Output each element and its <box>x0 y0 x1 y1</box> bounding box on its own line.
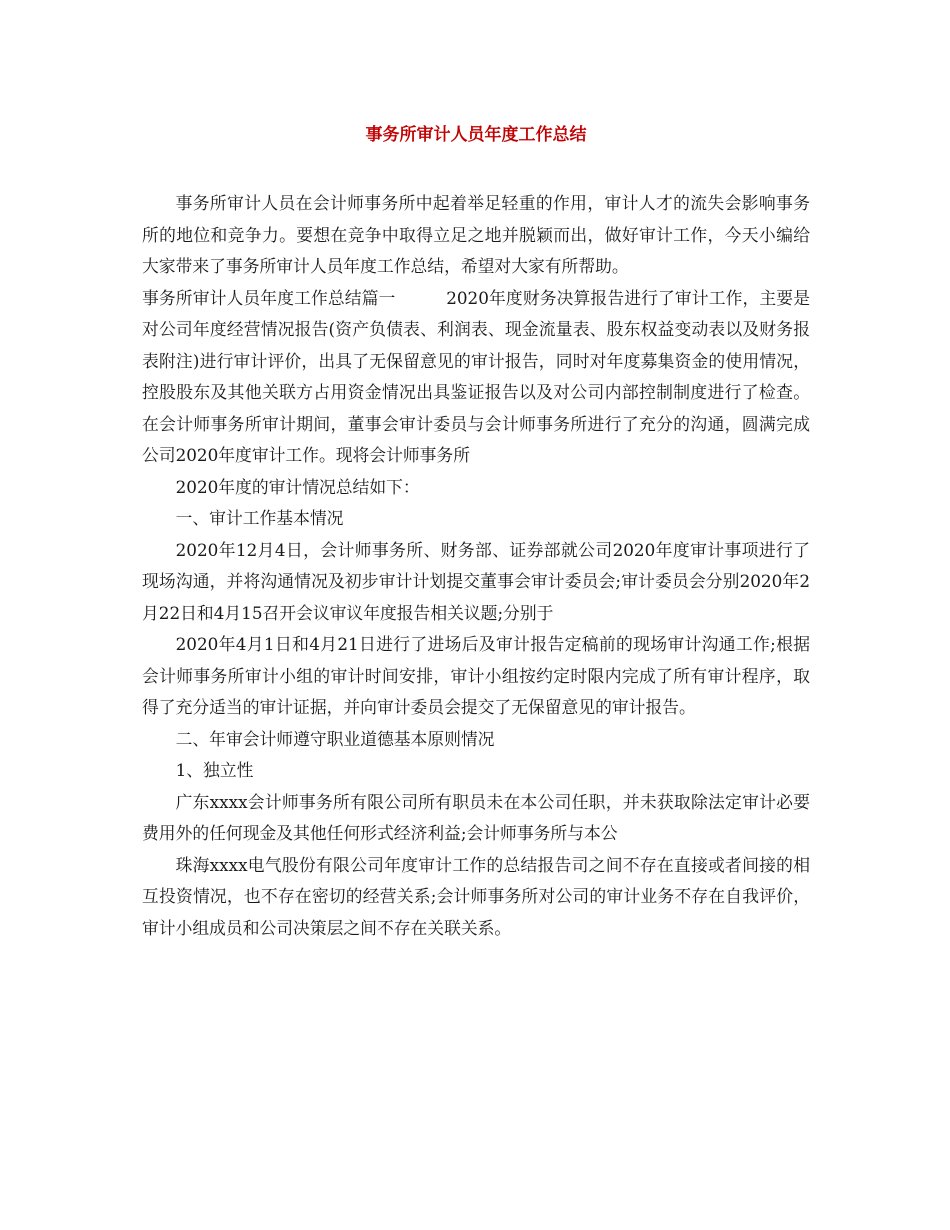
subheading-independence: 1、独立性 <box>175 760 254 780</box>
document-body <box>142 188 810 944</box>
relationship-paragraph: 珠海xxxx电气股份有限公司年度审计工作的总结报告司之间不存在直接或者间接的相互投资情况，也不存在密切的经营关系;会计师事务所对公司的审计业务不存在自我评价，审计小组成员和公司决策层之间不存在关联关系。 <box>142 854 810 938</box>
audit-timeline-paragraph: 2020年12月4日，会计师事务所、财务部、证券部就公司2020年度审计事项进行了现场沟通，并将沟通情况及初步审计计划提交董事会审计委员会;审计委员会分别2020年2月22日和4月15召开会议审议年度报告相关议题;分别于 <box>142 539 810 623</box>
summary-lead-paragraph: 2020年度的审计情况总结如下： <box>175 476 420 497</box>
section-heading-ethics: 二、年审会计师遵守职业道德基本原则情况 <box>175 728 495 749</box>
section-heading-audit-basics: 一、审计工作基本情况 <box>175 508 344 528</box>
intro-paragraph: 事务所审计人员在会计师事务所中起着举足轻重的作用，审计人才的流失会影响事务所的地位和竞争力。要想在竞争中取得立足之地并脱颖而出，做好审计工作，今天小编给大家带来了事务所审计人员年度工作总结，希望对大家有所帮助。 <box>142 193 810 276</box>
audit-communication-paragraph: 2020年4月1日和4月21日进行了进场后及审计报告定稿前的现场审计沟通工作;根据会计师事务所审计小组的审计时间安排，审计小组按约定时限内完成了所有审计程序，取得了充分适当的审计证据，并向审计委员会提交了无保留意见的审计报告。 <box>142 634 810 717</box>
independence-paragraph: 广东xxxx会计师事务所有限公司所有职员未在本公司任职，并未获取除法定审计必要费用外的任何现金及其他任何形式经济利益;会计师事务所与本公 <box>142 791 810 843</box>
summary-part-one-paragraph: 事务所审计人员年度工作总结篇一 2020年度财务决算报告进行了审计工作，主要是对公司年度经营情况报告(资产负债表、利润表、现金流量表、股东权益变动表以及财务报表附注)进行审计评价，出具了无保留意见的审计报告，同时对年度募集资金的使用情况，控股股东及其他关联方占用资金情况出具鉴证报告以及对公司内部控制制度进行了检查。在会计师事务所审计期间，董事会审计委员与会计师事务所进行了充分的沟通，圆满完成公司2020年度审计工作。现将会计师事务所 <box>142 287 810 465</box>
document-title: 事务所审计人员年度工作总结 <box>365 125 587 145</box>
document-page <box>142 118 810 944</box>
